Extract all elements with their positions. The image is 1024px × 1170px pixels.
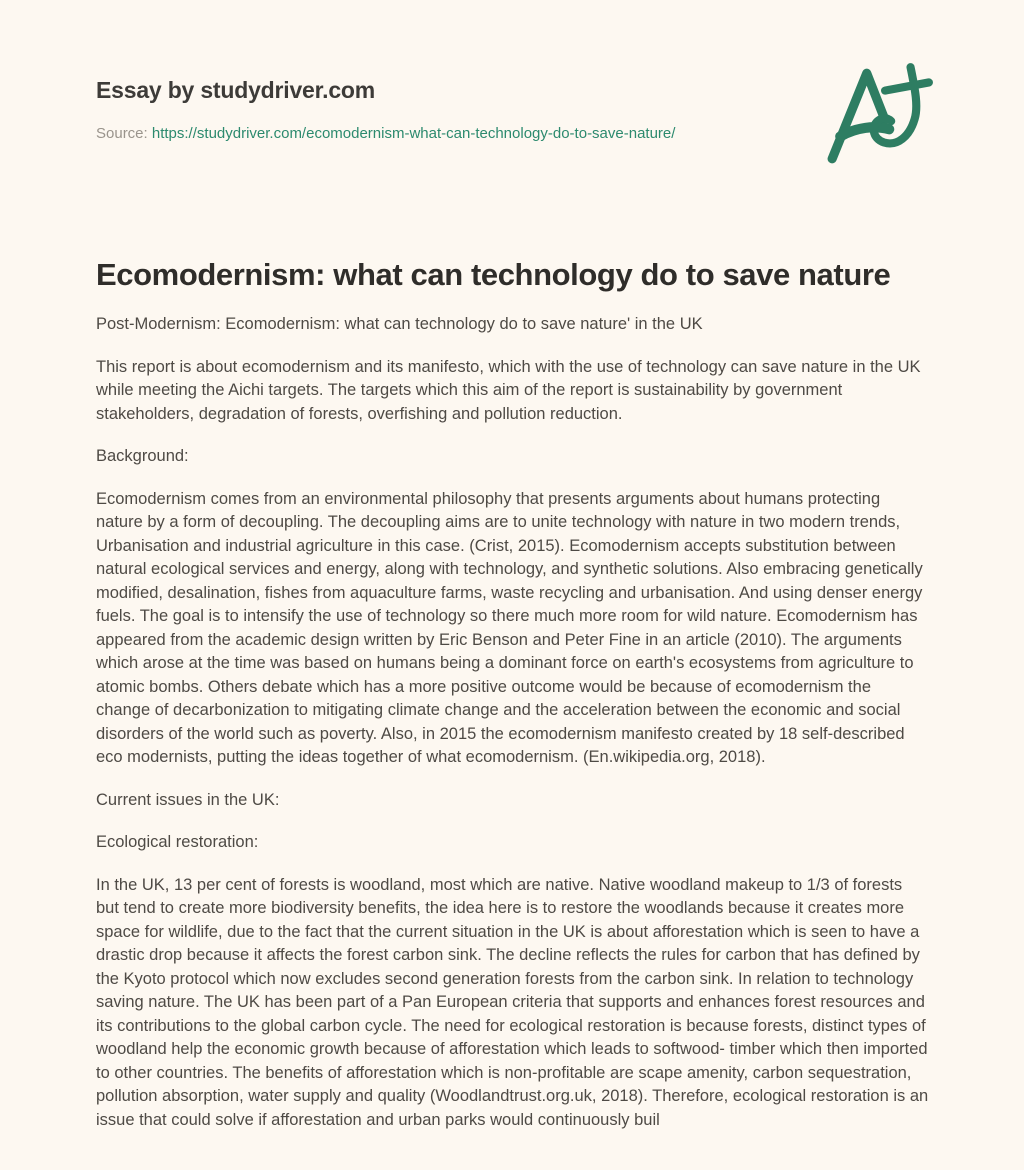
- document-header-title: Essay by studydriver.com: [96, 77, 376, 103]
- source-label: Source:: [96, 125, 148, 142]
- intro-paragraph: This report is about ecomodernism and its manifesto, which with the use of technology can save nature in the UK while meeting the Aichi targets. The targets which this aim of the report is sustainability by government stakeholders, degradation of forests, overfishing and pollution reduction.: [96, 357, 921, 423]
- ecological-restoration-heading: Ecological restoration:: [96, 833, 259, 851]
- current-issues-heading: Current issues in the UK:: [96, 790, 280, 809]
- background-heading: Background:: [96, 447, 189, 465]
- article-body: [96, 313, 929, 1132]
- source-url-link[interactable]: https://studydriver.com/ecomodernism-what-can-technology-do-to-save-nature/: [151, 125, 676, 142]
- article-title: Ecomodernism: what can technology do to save nature: [96, 257, 891, 292]
- a-plus-logo-icon: [824, 62, 936, 166]
- article-subtitle: Post-Modernism: Ecomodernism: what can technology do to save nature' in the UK: [96, 315, 703, 333]
- ecological-restoration-paragraph: In the UK, 13 per cent of forests is woodland, most which are native. Native woodland makeup to 1/3 of forests but tend to create more biodiversity benefits, the idea here is to restore the woodlands because it creates more space for wildlife, due to the fact that the current situation in the UK is about afforestation which is seen to have a drastic drop because it affects the forest carbon sink. The decline reflects the rules for carbon that has defined by the Kyoto protocol which now excludes second generation forests from the carbon sink. In relation to technology saving nature. The UK has been part of a Pan European criteria that supports and enhances forest resources and its contributions to the global carbon cycle. The need for ecological restoration is because forests, distinct types of woodland help the economic growth because of afforestation which leads to softwood- timber which then imported to other countries. The benefits of afforestation which is non-profitable are scape amenity, carbon sequestration, pollution absorption, water supply and quality (Woodlandtrust.org.uk, 2018). Therefore, ecological restoration is an issue that could solve if afforestation and urban parks would continuously buil: [96, 875, 929, 1129]
- background-paragraph: Ecomodernism comes from an environmental philosophy that presents arguments about humans protecting nature by a form of decoupling. The decoupling aims are to unite technology with nature in two modern trends, Urbanisation and industrial agriculture in this case. (Crist, 2015). Ecomodernism accepts substitution between natural ecological services and energy, along with technology, and synthetic solutions. Also embracing genetically modified, desalination, fishes from aquaculture farms, waste recycling and urbanisation. And using denser energy fuels. The goal is to intensify the use of technology so there much more room for wild nature. Ecomodernism has appeared from the academic design written by Eric Benson and Peter Fine in an article (2010). The arguments which arose at the time was based on humans being a dominant force on earth's ecosystems from agriculture to atomic bombs. Others debate which has a more positive outcome would be because of ecomodernism the change of decarbonization to mitigating climate change and the acceleration between the economic and social disorders of the world such as poverty. Also, in 2015 the ecomodernism manifesto created by 18 self-described eco modernists, putting the ideas together of what ecomodernism. (En.wikipedia.org, 2018).: [96, 489, 923, 766]
- source-line: [96, 125, 929, 142]
